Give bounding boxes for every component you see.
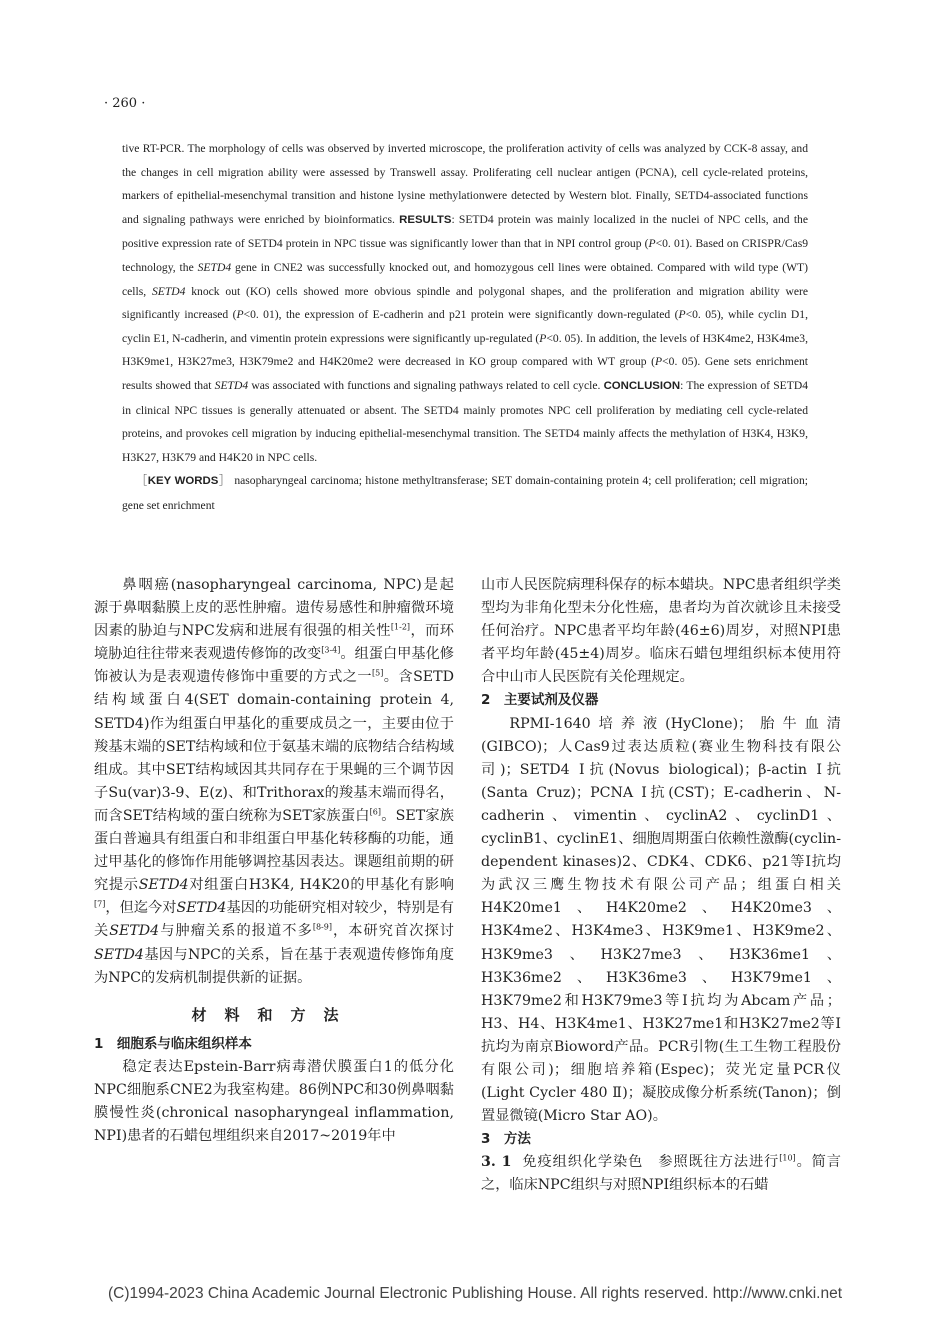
results-text: <0. 05), while cyclin D1, cyclin E1, N-cadherin, and vimentin protein expressions were significantly up-regulated ( [122,308,808,345]
p-value-symbol: P [648,237,656,251]
keywords-bracket-close: ］ [218,474,231,488]
keywords [122,469,808,517]
intro-text: 鼻咽癌(nasopharyngeal carcinoma, NPC)是起源于鼻咽黏膜上皮的恶性肿瘤。遗传易感性和肿瘤微环境因素的胁迫与NPC发病和进展有很强的相关性 [94,577,454,640]
intro-text: 基因与NPC的关系，旨在基于表观遗传修饰角度为NPC的发病机制提供新的证据。 [94,946,454,986]
conclusion-text: : The expression of SETD4 in clinical NPC tissues is generally attenuated or absent. The SETD4 mainly promotes NPC cell proliferation by mediating cell cycle-related proteins, and provokes cell migration by inducing epithelial-mesenchymal transition. The SETD4 mainly affects the methylation of H3K4, H3K9, H3K27, H3K79 and H4K20 in NPC cells. [122,378,808,464]
results-text: <0. 05). Gene sets enrichment results showed that [122,355,808,392]
left-column [94,574,454,1148]
keywords-text: nasopharyngeal carcinoma; histone methyltransferase; SET domain-containing protein 4; cell proliferation; cell migration; gene set enrichment [122,474,808,512]
section-title: 材料和方法 [191,1005,357,1024]
subsubsection-number: 3. 1 [481,1154,512,1171]
citation: [1-2] [390,622,411,632]
citation: [6] [369,807,381,817]
intro-text: 基因的功能研究相对较少，特别是有关 [94,900,454,940]
intro-text: 与肿瘤关系的报道不多 [159,923,313,940]
method-text: 。简言之，临床NPC组织与对照NPI组织标本的石蜡 [481,1154,841,1194]
results-text: <0. 01), the expression of E-cadherin and p21 protein were significantly down-regulated ( [243,308,679,322]
p-value-symbol: P [539,331,547,345]
subsection-paragraph: 稳定表达Epstein-Barr病毒潜伏膜蛋白1的低分化NPC细胞系CNE2为我室构建。86例NPC和30例鼻咽黏膜慢性炎(chronical nasopharyngeal inflammation, NPI)患者的石蜡包埋组织来自2017~2019年中 [94,1058,454,1145]
gene-name: SETD4 [151,284,186,298]
keywords-label: KEY WORDS [147,475,219,488]
method-paragraph [481,1151,841,1197]
conclusion-label: CONCLUSION [603,379,681,392]
english-abstract [122,137,808,518]
abstract-body [122,137,808,469]
continued-paragraph: 山市人民医院病理科保存的标本蜡块。NPC患者组织学类型均为非角化型未分化性癌，患者均为首次就诊且未接受任何治疗。NPC患者平均年龄(46±6)周岁，对照NPI患者平均年龄(45±4)周岁。临床石蜡包埋组织标本使用符合中山市人民医院有关伦理规定。 [481,577,841,686]
method-text: 参照既往方法进行 [643,1154,780,1171]
p-value-symbol: P [678,308,686,322]
intro-text: 对组蛋白H3K4, H4K20的甲基化有影响 [188,877,454,894]
gene-name: SETD4 [197,260,232,274]
intro-text: 。SET家族蛋白普遍具有组蛋白和非组蛋白甲基化转移酶的功能，通过甲基化的修饰作用能够调控基因表达。课题组前期的研究提示 [94,807,454,894]
citation: [5] [372,668,384,678]
subsection-heading: 1 细胞系与临床组织样本 [94,1035,252,1052]
gene-name: SETD4 [109,923,160,940]
methods-text: tive RT-PCR. The morphology of cells was observed by inverted microscope, the proliferation activity of cells was analyzed by CCK-8 assay, and the changes in cell migration ability were assessed by Transwell assay. Proliferating cell nuclear antigen (PCNA), cell cycle-related proteins, markers of epithelial-mesenchymal transition and histone lysine methylationwere detected by Western blot. Finally, SETD4-associated functions and signaling pathways were enriched by bioinformatics. [122,142,808,226]
citation: [10] [779,1153,796,1163]
results-text: : SETD4 protein was mainly localized in the nuclei of NPC cells, and the positive expression rate of SETD4 protein in NPC tissue was significantly lower than that in NPI control group ( [122,212,808,251]
subsection-heading: 3 方法 [481,1131,531,1148]
citation: [7] [94,899,106,909]
intro-text: 。组蛋白甲基化修饰被认为是表观遗传修饰中重要的方式之一 [94,646,454,686]
citation: [3-4] [321,645,341,655]
keywords-bracket-open: ［ [135,474,148,488]
gene-name: SETD4 [138,877,189,894]
page-number: · 260 · [104,96,146,111]
p-value-symbol: P [236,308,244,322]
intro-text: ，而环境胁迫往往带来表观遗传修饰的改变 [94,623,454,663]
gene-name: SETD4 [176,900,227,917]
reagents-paragraph: RPMI-1640培养液(HyClone)；胎牛血清(GIBCO)；人Cas9过表达质粒(赛业生物科技有限公司)；SETD4 Ⅰ抗(Novus biological)；β-actin Ⅰ抗(Santa Cruz)；PCNA Ⅰ抗(CST)；E-cadherin、N-cadherin、vimentin、cyclinA2、cyclinD1、cyclinB1、cyclinE1、细胞周期蛋白依赖性激酶(cyclin-dependent kinases)2、CDK4、CDK6、p21等Ⅰ抗均为武汉三鹰生物技术有限公司产品；组蛋白相关H4K20me1、H4K20me2、H4K20me3、H3K4me2、H3K4me3、H3K9me1、H3K9me2、H3K9me3、H3K27me3、H3K36me1、H3K36me2、H3K36me3、H3K79me1、H3K79me2和H3K79me3等Ⅰ抗均为Abcam产品；H3、H4、H3K4me1、H3K27me1和H3K27me2等Ⅰ抗均为南京Bioword产品。PCR引物(生工生物工程股份有限公司)；细胞培养箱(Espec)；荧光定量PCR仪(Light Cycler 480 Ⅱ)；凝胶成像分析系统(Tanon)；倒置显微镜(Micro Star AO)。 [481,715,841,1125]
subsubsection-title: 免疫组织化学染色 [522,1154,644,1171]
right-column [481,574,841,1198]
gene-name: SETD4 [214,378,249,392]
citation: [8-9] [312,922,332,932]
subsection-heading: 2 主要试剂及仪器 [481,692,599,709]
intro-text: ，本研究首次探讨 [331,923,454,940]
results-text: <0. 01). Based on CRISPR/Cas9 technology, the [122,237,809,274]
results-text: gene in CNE2 was successfully knocked out, and homozygous cell lines were obtained. Compared with wild type (WT) cells, [122,260,808,298]
gene-name: SETD4 [94,946,144,963]
results-text: was associated with functions and signaling pathways related to cell cycle. [248,378,604,392]
intro-text: ，但迄今对 [105,900,177,917]
introduction-paragraph [94,574,454,990]
copyright-footer: (C)1994-2023 China Academic Journal Electronic Publishing House. All rights reserved. http://www.cnki.net [107,1285,843,1302]
results-text: knock out (KO) cells showed more obvious spindle and polygonal shapes, and the proliferation and migration ability were significantly increased ( [122,284,808,322]
p-value-symbol: P [655,355,663,369]
results-label: RESULTS [399,213,452,226]
intro-text: 。含SETD结构域蛋白4(SET domain-containing protein 4, SETD4)作为组蛋白甲基化的重要成员之一，主要由位于羧基末端的SET结构域和位于氨基末端的底物结合结构域组成。其中SET结构域因其共同存在于果蝇的三个调节因子Su(var)3-9、E(z)、和Trithorax的羧基末端而得名，而含SET结构域的蛋白统称为SET家族蛋白 [94,669,454,824]
results-text: <0. 05). In addition, the levels of H3K4me2, H3K4me3, H3K9me1, H3K27me3, H3K79me2 and H4K20me2 were decreased in KO group compared with WT group ( [122,331,808,369]
